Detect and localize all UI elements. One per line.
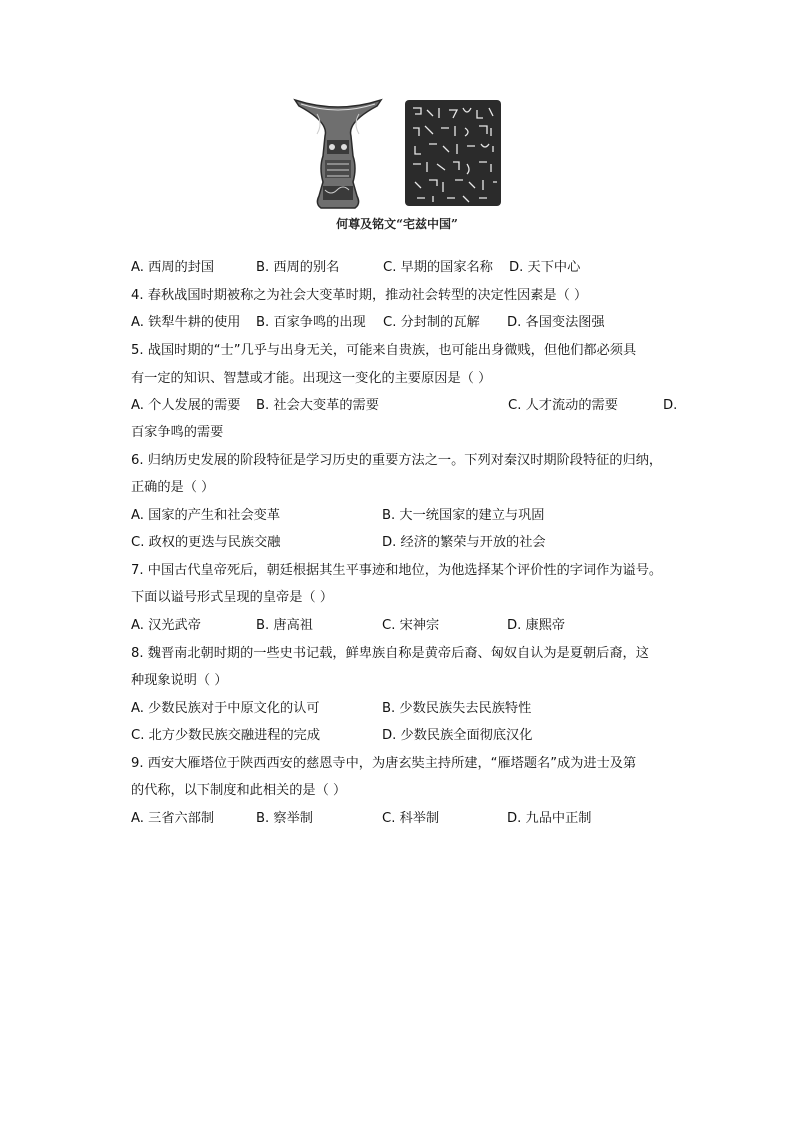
- q5-option-d-continued: 百家争鸣的需要: [131, 425, 224, 440]
- q6-option-c[interactable]: C. 政权的更迭与民族交融: [131, 535, 281, 550]
- q4-option-d[interactable]: D. 各国变法图强: [507, 315, 605, 330]
- q6-option-d[interactable]: D. 经济的繁荣与开放的社会: [382, 535, 546, 550]
- figure: [287, 96, 507, 236]
- q8-stem-line2: 种现象说明（ ）: [131, 673, 228, 688]
- q7-stem-line1: 7. 中国古代皇帝死后，朝廷根据其生平事迹和地位，为他选择某个评价性的字词作为谥号。: [131, 563, 663, 578]
- bronze-zun-vessel-icon: [287, 96, 389, 209]
- q9-option-a[interactable]: A. 三省六部制: [131, 811, 215, 826]
- q3-option-c[interactable]: C. 早期的国家名称: [383, 260, 493, 275]
- q6-option-b[interactable]: B. 大一统国家的建立与巩固: [382, 508, 545, 523]
- q5-option-a[interactable]: A. 个人发展的需要: [131, 398, 241, 413]
- q9-option-b[interactable]: B. 察举制: [256, 811, 313, 826]
- q3-option-d[interactable]: D. 天下中心: [509, 260, 581, 275]
- q7-option-b[interactable]: B. 唐高祖: [256, 618, 313, 633]
- q4-option-a[interactable]: A. 铁犁牛耕的使用: [131, 315, 241, 330]
- q8-option-b[interactable]: B. 少数民族失去民族特性: [382, 701, 532, 716]
- q9-option-c[interactable]: C. 科举制: [382, 811, 440, 826]
- inscription-rubbing-icon: [403, 98, 503, 208]
- figure-caption: 何尊及铭文“宅兹中国”: [336, 217, 458, 231]
- q5-stem-line1: 5. 战国时期的“士”几乎与出身无关，可能来自贵族，也可能出身微贱，但他们都必须具: [131, 343, 637, 358]
- q6-stem-line2: 正确的是（ ）: [131, 480, 215, 495]
- q5-option-d[interactable]: D.: [663, 398, 678, 413]
- q9-stem-line1: 9. 西安大雁塔位于陕西西安的慈恩寺中，为唐玄奘主持所建，“雁塔题名”成为进士及第: [131, 756, 637, 771]
- q7-option-d[interactable]: D. 康熙帝: [507, 618, 566, 633]
- q4-option-c[interactable]: C. 分封制的瓦解: [383, 315, 480, 330]
- q5-stem-line2: 有一定的知识、智慧或才能。出现这一变化的主要原因是（ ）: [131, 371, 492, 386]
- q6-option-a[interactable]: A. 国家的产生和社会变革: [131, 508, 281, 523]
- q7-option-a[interactable]: A. 汉光武帝: [131, 618, 201, 633]
- q5-option-c[interactable]: C. 人才流动的需要: [508, 398, 618, 413]
- q7-option-c[interactable]: C. 宋神宗: [382, 618, 440, 633]
- q3-option-b[interactable]: B. 西周的别名: [256, 260, 340, 275]
- q6-stem-line1: 6. 归纳历史发展的阶段特征是学习历史的重要方法之一。下列对秦汉时期阶段特征的归纳，: [131, 453, 663, 468]
- q7-stem-line2: 下面以谥号形式呈现的皇帝是（ ）: [131, 590, 334, 605]
- q8-stem-line1: 8. 魏晋南北朝时期的一些史书记载，鲜卑族自称是黄帝后裔、匈奴自认为是夏朝后裔，这: [131, 646, 649, 661]
- q3-option-a[interactable]: A. 西周的封国: [131, 260, 215, 275]
- q8-option-d[interactable]: D. 少数民族全面彻底汉化: [382, 728, 533, 743]
- q8-option-c[interactable]: C. 北方少数民族交融进程的完成: [131, 728, 321, 743]
- q5-option-b[interactable]: B. 社会大变革的需要: [256, 398, 379, 413]
- q4-stem: 4. 春秋战国时期被称之为社会大变革时期，推动社会转型的决定性因素是（ ）: [131, 288, 588, 303]
- q4-option-b[interactable]: B. 百家争鸣的出现: [256, 315, 366, 330]
- q9-option-d[interactable]: D. 九品中正制: [507, 811, 592, 826]
- q9-stem-line2: 的代称，以下制度和此相关的是（ ）: [131, 783, 347, 798]
- q8-option-a[interactable]: A. 少数民族对于中原文化的认可: [131, 701, 320, 716]
